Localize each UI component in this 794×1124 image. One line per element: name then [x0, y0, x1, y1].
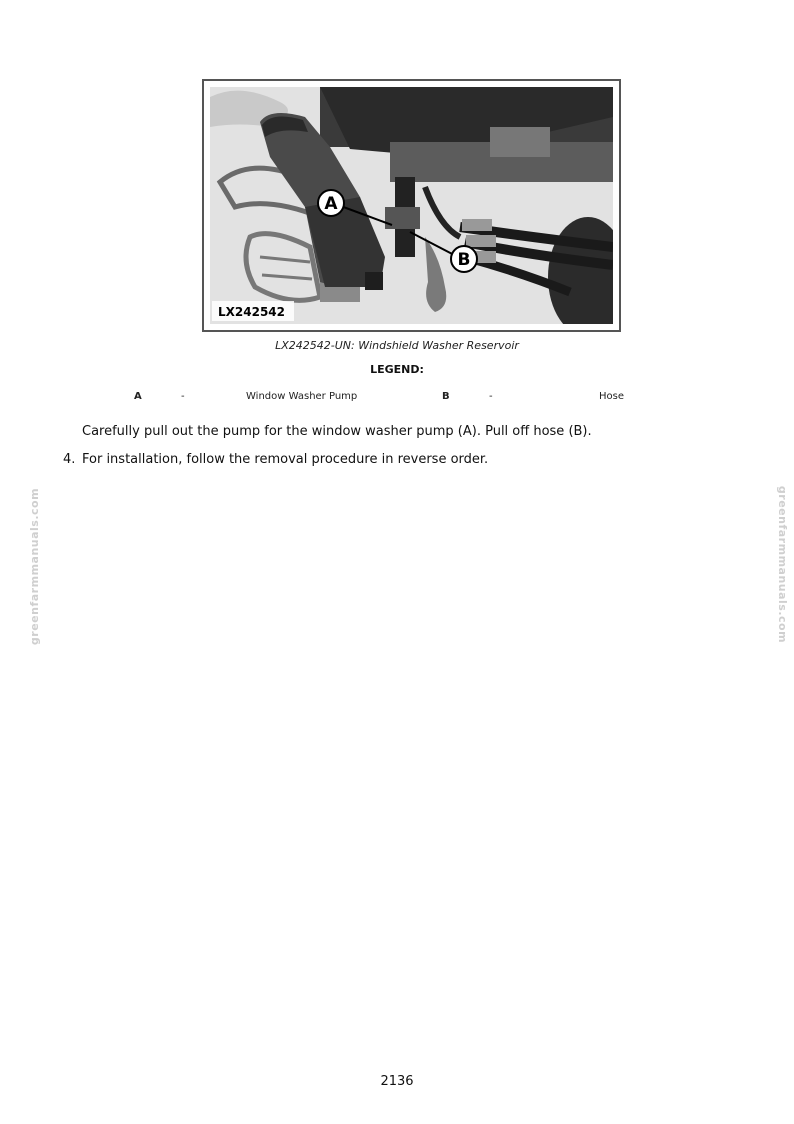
- callout-a: A: [324, 194, 338, 214]
- step-3-text: Carefully pull out the pump for the window washer pump (A). Pull off hose (B).: [82, 424, 592, 439]
- step-4-number: 4.: [63, 452, 76, 467]
- washer-reservoir-photo: [210, 87, 613, 324]
- callout-b: B: [457, 250, 471, 270]
- legend-label-b: Hose: [599, 391, 624, 402]
- legend-label-a: Window Washer Pump: [246, 391, 358, 402]
- figure-frame: [202, 79, 621, 332]
- image-label: LX242542: [218, 305, 285, 319]
- figure-caption: LX242542-UN: Windshield Washer Reservoir: [275, 339, 519, 352]
- watermark-right: greenfarmmanuals.com: [776, 485, 790, 644]
- legend-title: LEGEND:: [370, 363, 424, 376]
- watermark-left: greenfarmmanuals.com: [28, 487, 42, 646]
- legend-sep-b: -: [489, 391, 493, 402]
- legend-key-a: A: [134, 391, 142, 402]
- step-4-text: For installation, follow the removal procedure in reverse order.: [82, 452, 489, 467]
- page-number: 2136: [380, 1074, 414, 1089]
- legend-key-b: B: [442, 391, 450, 402]
- legend-sep-a: -: [181, 391, 185, 402]
